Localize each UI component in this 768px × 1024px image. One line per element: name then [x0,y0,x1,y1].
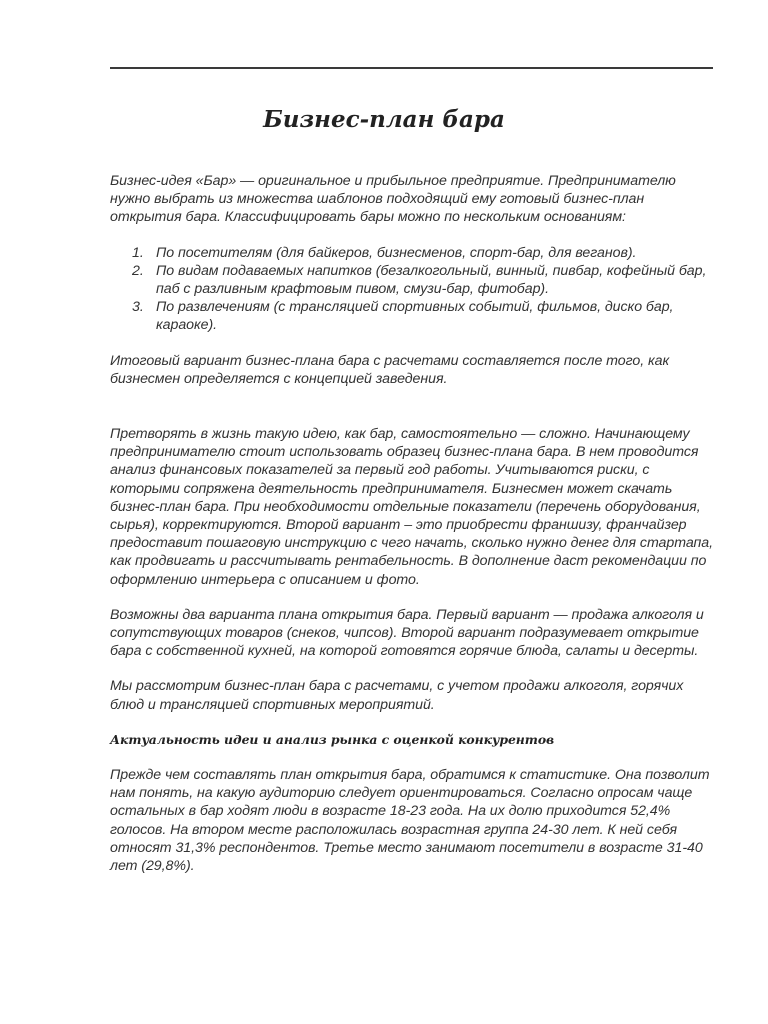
document-body [110,172,716,875]
list-item-number: 3. [132,299,144,316]
list-item-text: По развлечениям (с трансляцией спортивных событий, фильмов, диско бар, караоке). [156,299,674,334]
page-title: Бизнес-план бара [263,106,505,133]
list-item [110,244,716,262]
intro-paragraph: Бизнес-идея «Бар» — оригинальное и прибыльное предприятие. Предпринимателю нужно выбрать из множества шаблонов подходящий ему готовый бизнес-план открытия бара. Классифицировать бары можно по нескольким основаниям: [110,173,676,226]
list-item-text: По видам подаваемых напитков (безалкогольный, винный, пивбар, кофейный бар, паб с разливным крафтовым пивом, смузи-бар, фитобар). [156,262,707,298]
section-heading: Актуальность идеи и анализ рынка с оценкой конкурентов [110,731,555,747]
list-item-number: 1. [132,244,144,261]
practice-paragraph: Претворять в жизнь такую идею, как бар, самостоятельно — сложно. Начинающему предпринимателю стоит использовать образец бизнес-плана бара. В нем проводится анализ финансовых показателей за первый год работы. Учитываются риски, с которыми сопряжена деятельность предпринимателя. Бизнесмен может скачать бизнес-план бара. При необходимости отдельные показатели (перечень оборудования, сырья), корректируются. Второй вариант – это приобрести франшизу, франчайзер предоставит пошаговую инструкцию с чего начать, сколько нужно денег для стартапа, как продвигать и рассчитывать рентабельность. В дополнение даст рекомендации по оформлению интерьера с описанием и фото. [110,426,714,588]
list-item-text: По посетителям (для байкеров, бизнесменов, спорт-бар, для веганов). [156,244,637,261]
scope-paragraph: Мы рассмотрим бизнес-план бара с расчетами, с учетом продажи алкоголя, горячих блюд и трансляцией спортивных мероприятий. [110,678,684,713]
top-divider [110,67,713,69]
list-item [110,298,716,334]
list-item-number: 2. [132,262,144,279]
final-version-paragraph: Итоговый вариант бизнес-плана бара с расчетами составляется после того, как бизнесмен определяется с концепцией заведения. [110,352,670,387]
bar-classification-list [110,244,716,335]
list-item [110,262,716,298]
statistics-paragraph: Прежде чем составлять план открытия бара, обратимся к статистике. Она позволит нам понять, на какую аудиторию следует ориентироваться. Согласно опросам чаще остальных в бар ходят люди в возрасте 18-23 года. На их долю приходится 52,4% голосов. На втором месте расположилась возрастная группа 24-30 лет. К ней себя относят 31,3% респондентов. Третье место занимают посетители в возрасте 31-40 лет (29,8%). [110,767,710,875]
variants-paragraph: Возможны два варианта плана открытия бара. Первый вариант — продажа алкоголя и сопутствующих товаров (снеков, чипсов). Второй вариант подразумевает открытие бара с собственной кухней, на которой готовятся горячие блюда, салаты и десерты. [110,606,704,660]
